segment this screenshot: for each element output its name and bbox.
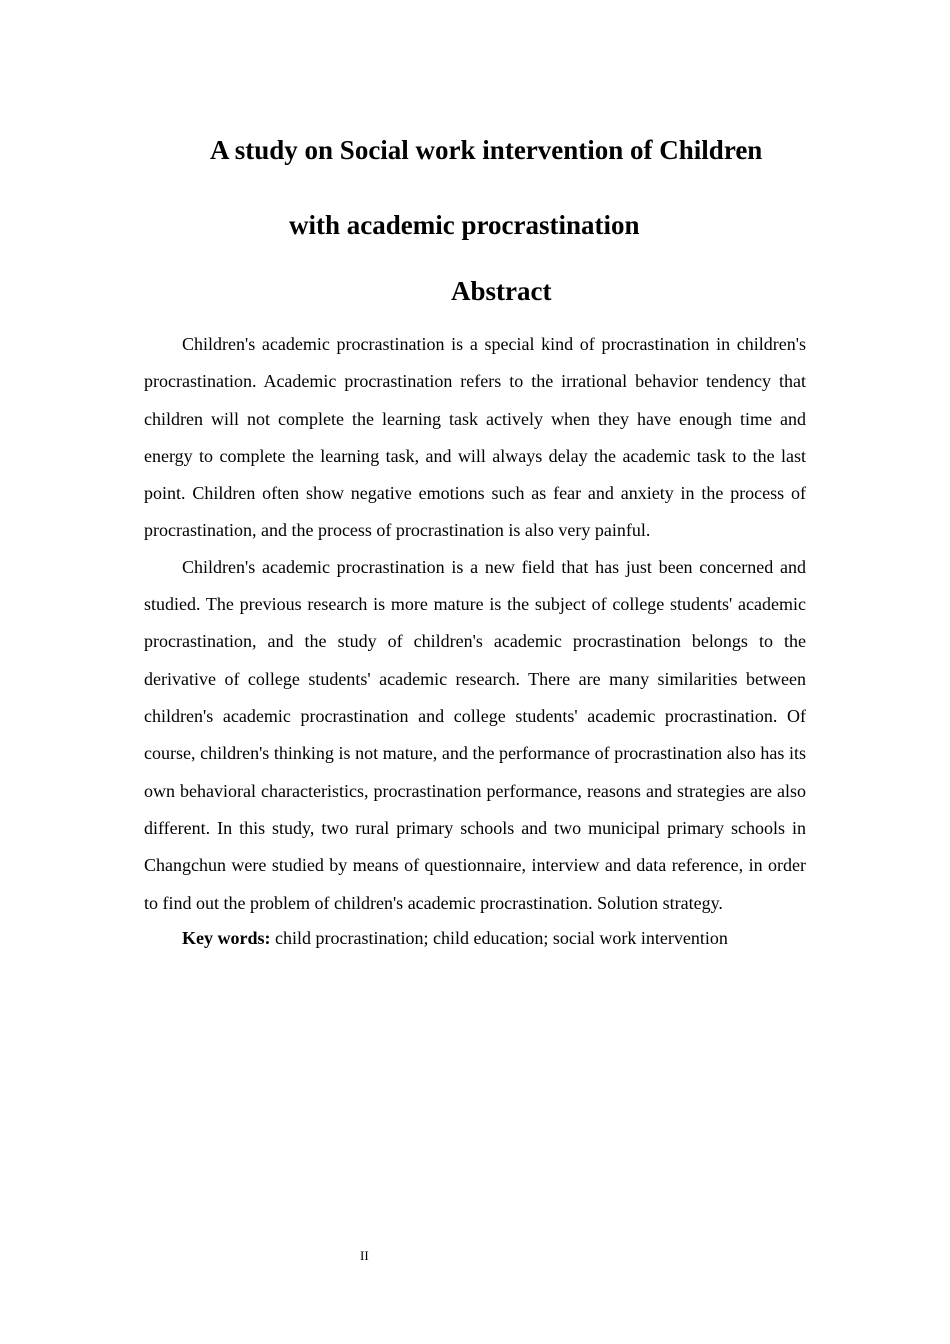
abstract-body xyxy=(144,326,806,958)
abstract-paragraph-1: Children's academic procrastination is a special kind of procrastination in children's procrastination. Academic procrastination refers to the irrational behavior tendency that children will not complete the learning task actively when they have enough time and energy to complete the learning task, and will always delay the academic task to the last point. Children often show negative emotions such as fear and anxiety in the process of procrastination, and the process of procrastination is also very painful. xyxy=(144,334,806,541)
abstract-paragraph-2: Children's academic procrastination is a new field that has just been concerned and studied. The previous research is more mature is the subject of college students' academic procrastination, and the study of children's academic procrastination belongs to the derivative of college students' academic research. There are many similarities between children's academic procrastination and college students' academic procrastination. Of course, children's thinking is not mature, and the performance of procrastination also has its own behavioral characteristics, procrastination performance, reasons and strategies are also different. In this study, two rural primary schools and two municipal primary schools in Changchun were studied by means of questionnaire, interview and data reference, in order to find out the problem of children's academic procrastination. Solution strategy. xyxy=(144,556,806,913)
paper-title-line-1: A study on Social work intervention of Children xyxy=(210,135,763,165)
keywords-text: child procrastination; child education; social work intervention xyxy=(270,928,728,949)
keywords-line xyxy=(144,920,806,957)
page-number: II xyxy=(360,1248,369,1263)
paper-title-line-2: with academic procrastination xyxy=(289,210,640,240)
abstract-heading: Abstract xyxy=(451,276,552,306)
keywords-label: Key words: xyxy=(182,928,271,949)
